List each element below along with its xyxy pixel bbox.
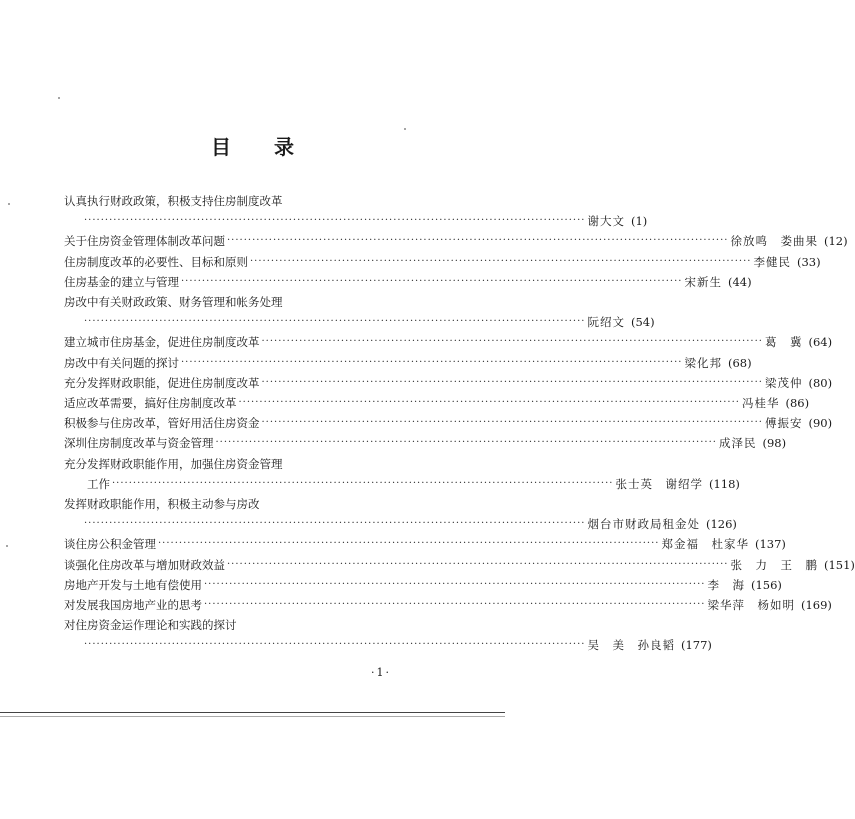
toc-entry [64,595,832,613]
toc-leader-dots: ························································································································ [204,578,706,590]
toc-entry-title: 谈住房公积金管理 [64,537,156,552]
toc-leader-dots: ························································································································ [158,538,660,550]
toc-entry-page: (169) [800,598,832,612]
toc-entry-author: 张 力 王 鹏 [730,557,818,572]
toc-entry [64,312,655,330]
toc-entry-author: 阮绍文 [587,315,625,330]
toc-entry-title: 谈强化住房改革与增加财政效益 [64,557,225,572]
toc-entry [64,252,821,270]
toc-leader-dots: ························································································································ [181,356,683,368]
toc-entry-author: 徐放鸣 娄曲果 [730,234,818,249]
toc-entry [64,615,420,633]
toc-leader-dots: ························································································································ [84,215,586,227]
toc-entry-author: 宋新生 [684,274,722,289]
toc-entry [64,231,848,249]
toc-entry-page: (54) [630,315,655,330]
toc-entry-page: (86) [785,396,810,410]
toc-leader-dots: ························································································································ [227,235,729,247]
toc-leader-dots: ························································································································ [227,558,729,570]
toc-entry-author: 烟台市财政局租金处 [587,517,700,532]
toc-entry [64,534,786,552]
toc-leader-dots: ························································································································ [215,437,717,449]
bottom-rule-secondary [0,716,505,717]
toc-entry-title: 发挥财政职能作用，积极主动参与房改 [64,497,260,511]
toc-leader-dots: ························································································································ [204,599,706,610]
page-title: 目 录 [211,135,312,159]
toc-entry-title: 深圳住房制度改革与资金管理 [64,436,214,451]
toc-leader-dots: ························································································································ [261,376,763,388]
toc-entry [64,635,712,653]
scan-speck [404,128,406,130]
toc-entry-page: (12) [823,234,848,249]
toc-entry [64,353,752,371]
toc-entry [64,393,810,411]
toc-entry-title: 充分发挥财政职能作用，加强住房资金管理 [64,456,283,471]
toc-entry-title: 关于住房资金管理体制改革问题 [64,234,225,249]
toc-entry-title: 工作 [64,476,110,491]
toc-entry [64,494,420,512]
toc-entry-page: (68) [727,355,752,370]
toc-entry-author: 梁华萍 杨如明 [707,598,795,612]
toc-entry-author: 郑金福 杜家华 [661,537,749,552]
toc-entry [64,433,787,451]
toc-entry-title: 房地产开发与土地有偿使用 [64,577,202,592]
toc-entry [64,191,420,209]
toc-leader-dots: ························································································································ [261,417,763,429]
toc-entry [64,373,833,391]
toc-entry-page: (156) [750,577,782,592]
toc-entry-page: (151) [823,557,855,572]
toc-entry-author: 傅振安 [764,416,803,431]
toc-entry-page: (80) [808,375,833,390]
toc-leader-dots: ························································································································ [84,639,586,651]
toc-leader-dots: ························································································································ [84,316,586,328]
toc-entry-page: (64) [808,335,833,350]
toc-entry-title: 认真执行财政政策，积极支持住房制度改革 [64,194,283,208]
toc-entry-page: (90) [808,416,833,431]
toc-entry-page: (118) [708,476,740,491]
toc-entry-author: 梁茂仲 [764,375,803,390]
toc-entry [64,211,648,229]
toc-leader-dots: ························································································································ [238,397,740,408]
toc-leader-dots: ························································································································ [250,255,752,267]
toc-entry-author: 吴 美 孙良韬 [587,638,675,653]
page-number: ·1· [371,666,391,679]
toc-entry-page: (137) [754,537,786,552]
toc-entry-author: 李健民 [753,254,791,269]
toc-entry-page: (98) [762,436,787,451]
toc-entry-title: 房改中有关财政政策、财务管理和帐务处理 [64,295,283,309]
toc-entry [64,292,420,310]
toc-entry-page: (44) [727,274,752,289]
toc-entry-title: 积极参与住房改革，管好用活住房资金 [64,416,260,431]
toc-entry [64,474,740,492]
toc-entry-author: 梁化邦 [684,355,722,370]
toc-entry-author: 张士英 谢绍学 [615,476,703,491]
scan-speck [8,203,10,205]
toc-entry-page: (33) [796,254,821,269]
toc-leader-dots: ························································································································ [181,275,683,287]
toc-entry-page: (1) [630,214,648,229]
toc-leader-dots: ························································································································ [84,518,586,530]
toc-entry [64,514,737,532]
toc-entry [64,272,752,290]
toc-entry [64,413,833,431]
toc-entry [64,575,782,593]
toc-entry-title: 充分发挥财政职能，促进住房制度改革 [64,375,260,390]
toc-entry-title: 适应改革需要，搞好住房制度改革 [64,396,237,410]
toc-entry [64,332,833,350]
toc-entry-author: 谢大文 [587,214,625,229]
toc-entry-title: 房改中有关问题的探讨 [64,355,179,370]
bottom-rule [0,712,505,713]
toc-entry-title: 住房基金的建立与管理 [64,274,179,289]
toc-entry-page: (126) [705,517,737,532]
toc-entry-title: 建立城市住房基金，促进住房制度改革 [64,335,260,350]
toc-entry-author: 成泽民 [718,436,757,451]
toc-entry [64,454,420,472]
toc-entry [64,555,855,573]
scan-speck [58,97,60,99]
toc-leader-dots: ························································································································ [112,477,614,489]
toc-entry-page: (177) [680,638,712,653]
toc-leader-dots: ························································································································ [261,336,763,348]
toc-entry-title: 住房制度改革的必要性、目标和原则 [64,254,248,269]
scan-speck [6,545,8,547]
toc-entry-author: 李 海 [707,577,745,592]
toc-entry-author: 冯桂华 [741,396,780,410]
toc-entry-author: 葛 冀 [764,335,803,350]
toc-entry-title: 对发展我国房地产业的思考 [64,598,202,612]
toc-entry-title: 对住房资金运作理论和实践的探讨 [64,618,237,633]
